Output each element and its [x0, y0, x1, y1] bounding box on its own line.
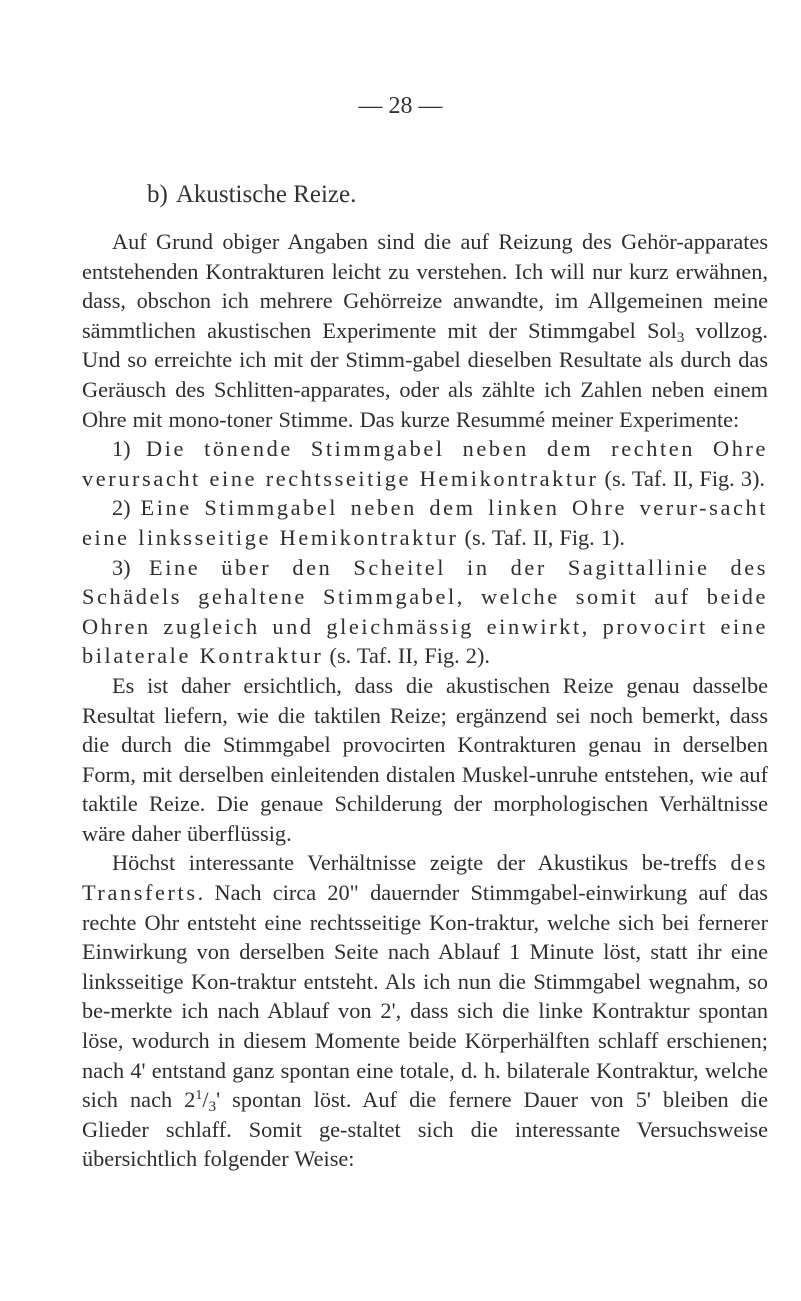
paragraph-item-2 — [82, 493, 768, 552]
fraction-slash: / — [202, 1087, 209, 1113]
subscript: 3 — [208, 1099, 217, 1116]
section-title: Akustische Reize. — [175, 181, 357, 208]
paragraph-text: Auf Grund obiger Angaben sind die auf Reizung des Gehör-apparates entstehenden Kontrakturen leicht zu verstehen. Ich will nur kurz erwähnen, dass, obschon ich mehrere Gehörreize anwandte, im Allgemeinen meine sämmtlichen akustischen Experimente mit der Stimmgabel Sol — [82, 229, 768, 343]
section-heading — [147, 180, 356, 210]
section-label: b) — [147, 181, 168, 208]
paragraph-text: ' spontan löst. Auf die fernere Dauer von 5' bleiben die Glieder schlaff. Somit ge-staltet sich die interessante Versuchsweise übersichtlich folgender Weise: — [82, 1087, 768, 1172]
paragraph-text: vollzog. Und so erreichte ich mit der Stimm-gabel dieselben Resultate als durch das Geräusch des Schlitten-apparates, oder als zählte ich Zahlen neben einem Ohre mit mono-toner Stimme. Das kurze Resummé meiner Experimente: — [82, 317, 769, 432]
paragraph-text: . Nach circa 20" dauernder Stimmgabel-einwirkung auf das rechte Ohr entsteht eine rechtsseitige Kon-traktur, welche sich bei fernerer Einwirkung von derselben Seite nach Ablauf 1 Minute löst, statt ihr eine linksseitige Kon-traktur entsteht. Als ich nun die Stimmgabel wegnahm, so be-merkte ich nach Ablauf von 2', dass sich die linke Kontraktur spontan löse, wodurch in diesem Momente beide Körperhälften schlaff erschienen; nach 4' entstand ganz spontan eine totale, d. h. bilaterale Kontraktur, welche sich nach 2 — [82, 880, 768, 1113]
spaced-text: des Transferts — [82, 850, 768, 906]
paragraph-conclusion: Es ist daher ersichtlich, dass die akustischen Reize genau dasselbe Resultat liefern, wie die taktilen Reize; ergänzend sei noch bemerkt, dass die durch die Stimmgabel provocirten Kontrakturen genau in derselben Form, mit derselben einleitenden distalen Muskel-unruhe entstehen, wie auf taktile Reize. Die genaue Schilderung der morphologischen Verhältnisse wäre daher überflüssig. — [82, 672, 768, 846]
figure-reference: (s. Taf. II, Fig. 3). — [598, 465, 765, 491]
figure-reference: (s. Taf. II, Fig. 2). — [323, 643, 490, 669]
body-text — [82, 227, 768, 1174]
paragraph-intro — [82, 227, 768, 434]
item-number: 3) — [112, 554, 131, 580]
page-number: — 28 — — [358, 93, 443, 119]
paragraph-item-3 — [82, 553, 768, 671]
item-number: 1) — [112, 436, 131, 462]
item-number: 2) — [112, 495, 131, 521]
spaced-text: Eine Stimmgabel neben dem linken Ohre verur-sacht eine linksseitige Hemikontraktur — [82, 495, 768, 550]
spaced-text: Eine über den Scheitel in der Sagittallinie des Schädels gehaltene Stimmgabel, welche somit auf beide Ohren zugleich und gleichmässig einwirkt, provocirt eine bilaterale Kontraktur — [82, 554, 769, 669]
spaced-text: Die tönende Stimmgabel neben dem rechten Ohre verursacht eine rechtsseitige Hemikontraktur — [82, 436, 768, 491]
figure-reference: (s. Taf. II, Fig. 1). — [458, 524, 625, 550]
paragraph-transfert — [82, 848, 768, 1174]
subscript: 3 — [676, 329, 685, 346]
paragraph-text: Höchst interessante Verhältnisse zeigte der Akustikus be-treffs — [112, 850, 731, 876]
superscript: 1 — [195, 1088, 203, 1104]
paragraph-item-1 — [82, 434, 768, 493]
